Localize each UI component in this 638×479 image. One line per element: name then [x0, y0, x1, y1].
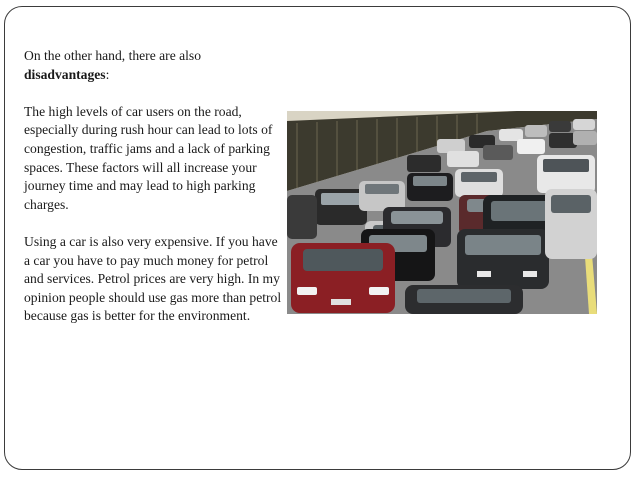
slide-body-text [24, 47, 286, 326]
traffic-jam-photo [287, 111, 597, 314]
traffic-jam-illustration [287, 111, 597, 314]
paragraph-gap [24, 214, 286, 233]
disadvantages-heading: disadvantages [24, 66, 106, 82]
traffic-paragraph: The high levels of car users on the road, especially during rush hour can lead to lots of congestion, traffic jams and a lack of parking spaces. These factors will all increase your journey time and may lead to high parking charges. [24, 103, 273, 212]
paragraph-gap [24, 84, 286, 103]
intro-colon: : [105, 66, 110, 82]
intro-line [24, 47, 286, 84]
cost-paragraph: Using a car is also very expensive. If you have a car you have to pay much money for petrol and services. Petrol prices are very high. In my opinion people should use gas more than petrol because gas is better for the environment. [24, 233, 282, 324]
intro-text: On the other hand, there are also [24, 48, 202, 63]
